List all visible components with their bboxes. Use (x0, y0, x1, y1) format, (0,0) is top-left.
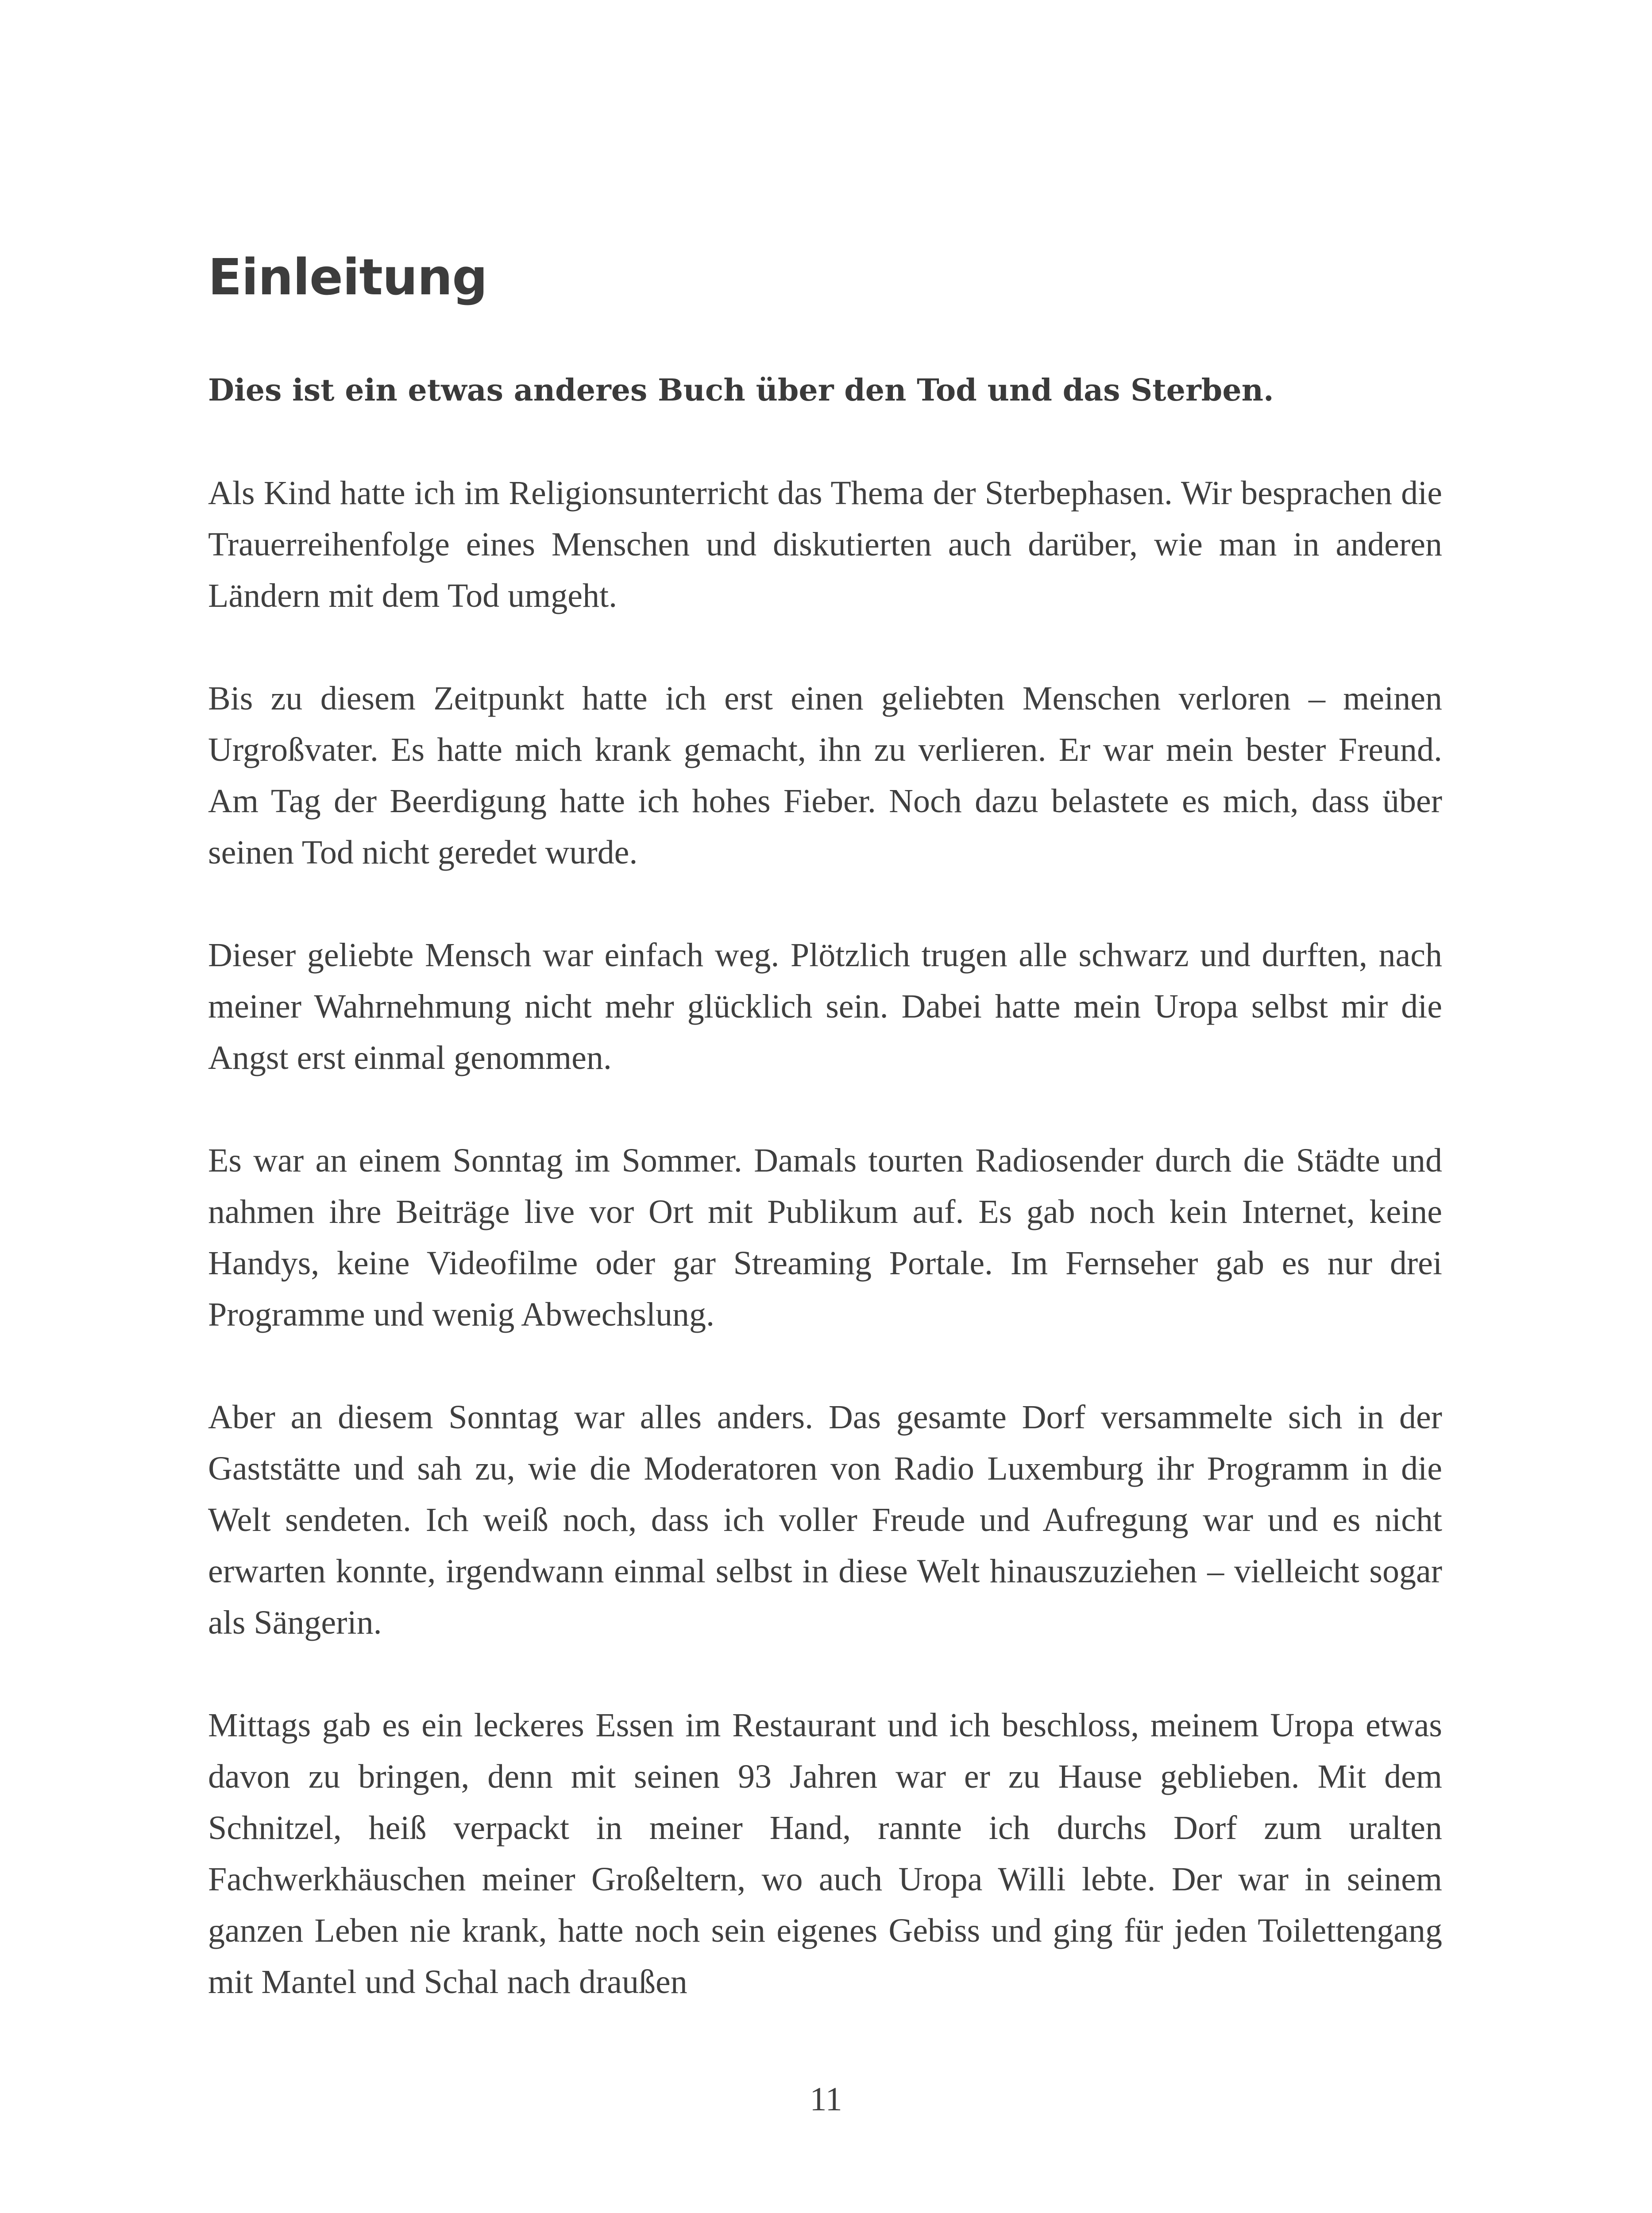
paragraph-4: Es war an einem Sonntag im Sommer. Damals tourten Radiosender durch die Städte und nahmen ihre Beiträge live vor Ort mit Publikum auf. Es gab noch kein Internet, keine Handys, keine Videofilme oder gar Streaming Portale. Im Fernseher gab es nur drei Programme und wenig Abwechslung. (208, 1142, 1442, 1334)
lead-sentence: Dies ist ein etwas anderes Buch über den Tod und das Sterben. (208, 373, 1274, 409)
paragraph-5: Aber an diesem Sonntag war alles anders. Das gesamte Dorf versammelte sich in der Gaststätte und sah zu, wie die Moderatoren von Radio Luxemburg ihr Programm in die Welt sendeten. Ich weiß noch, dass ich voller Freude und Aufregung war und es nicht erwarten konnte, irgendwann einmal selbst in diese Welt hinauszuziehen – vielleicht sogar als Sängerin. (208, 1399, 1442, 1642)
page-content (208, 248, 1442, 2008)
paragraph-2: Bis zu diesem Zeitpunkt hatte ich erst einen geliebten Menschen verloren – meinen Urgroßvater. Es hatte mich krank gemacht, ihn zu verlieren. Er war mein bester Freund. Am Tag der Beerdigung hatte ich hohes Fieber. Noch dazu belastete es mich, dass über seinen Tod nicht geredet wurde. (208, 680, 1442, 871)
chapter-title: Einleitung (208, 249, 487, 306)
page-number: 11 (810, 2081, 842, 2118)
paragraph-1: Als Kind hatte ich im Religionsunterricht das Thema der Sterbephasen. Wir besprachen die Trauerreihenfolge eines Menschen und diskutierten auch darüber, wie man in anderen Ländern mit dem Tod umgeht. (208, 474, 1442, 615)
paragraph-6: Mittags gab es ein leckeres Essen im Restaurant und ich beschloss, meinem Uropa etwas davon zu bringen, denn mit seinen 93 Jahren war er zu Hause geblieben. Mit dem Schnitzel, heiß verpackt in meiner Hand, rannte ich durchs Dorf zum uralten Fachwerkhäuschen meiner Großeltern, wo auch Uropa Willi lebte. Der war in seinem ganzen Leben nie krank, hatte noch sein eigenes Gebiss und ging für jeden Toilettengang mit Mantel und Schal nach draußen (208, 1707, 1442, 2001)
paragraph-3: Dieser geliebte Mensch war einfach weg. Plötzlich trugen alle schwarz und durften, nach meiner Wahrnehmung nicht mehr glücklich sein. Dabei hatte mein Uropa selbst mir die Angst erst einmal genommen. (208, 937, 1442, 1077)
